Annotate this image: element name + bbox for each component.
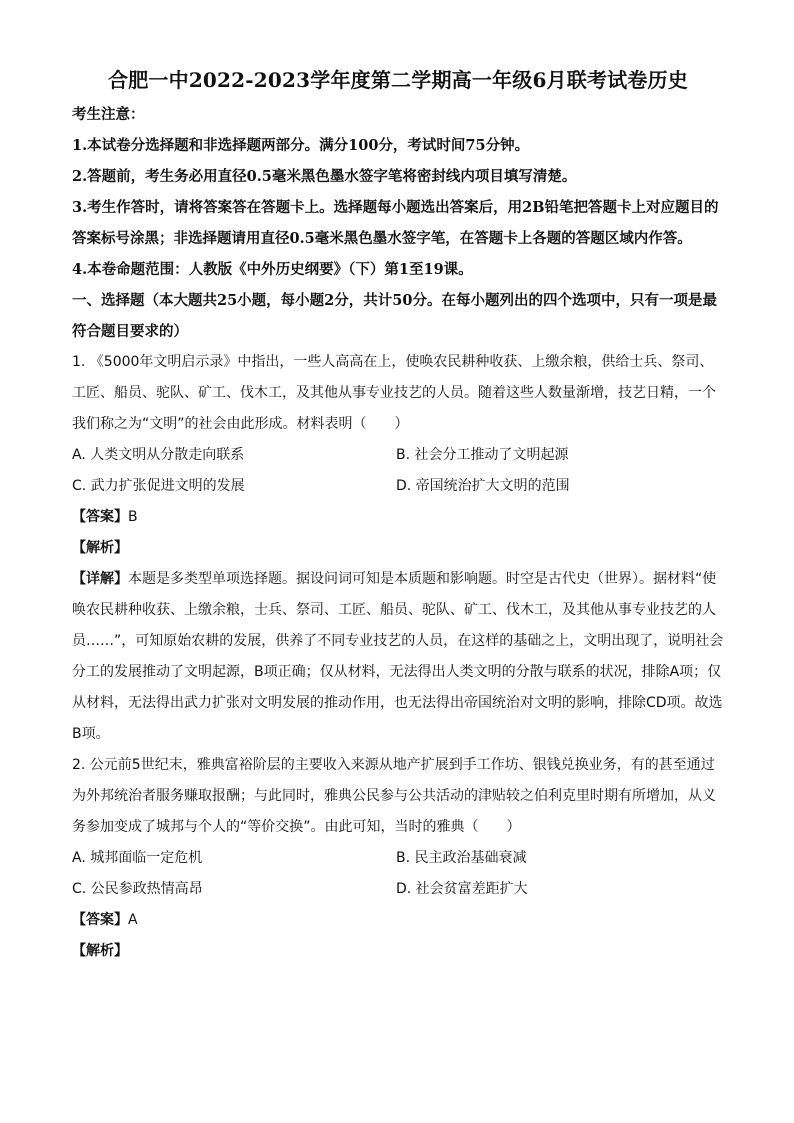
section-heading: 一、选择题（本大题共25小题，每小题2分，共计50分。在每小题列出的四个选项中，只有一项是最符合题目要求的） [72, 292, 717, 340]
question-1-answer [72, 502, 724, 533]
answer-tag: 【答案】 [72, 912, 128, 928]
question-1-option-c: C. 武力扩张促进文明的发展 [72, 478, 245, 494]
analysis-tag: 【解析】 [72, 943, 128, 959]
question-2-analysis [72, 936, 724, 967]
question-2-stem: 2. 公元前5世纪末，雅典富裕阶层的主要收入来源从地产扩展到手工作坊、银钱兑换业务，有的甚至通过为外邦统治者服务赚取报酬；与此同时，雅典公民参与公共活动的津贴较之伯利克里时期有所增加，从义务参加变成了城邦与个人的“等价交换”。由此可知，当时的雅典（ ） [72, 757, 716, 835]
question-1-stem: 1. 《5000年文明启示录》中指出，一些人高高在上，使唤农民耕种收获、上缴余粮，供给士兵、祭司、工匠、船员、驼队、矿工、伐木工，及其他从事专业技艺的人员。随着这些人数量渐增，技艺日精，一个我们称之为“文明”的社会由此形成。材料表明（ ） [72, 354, 716, 432]
question-2-option-c: C. 公民参政热情高昂 [72, 881, 203, 897]
question-2-option-b: B. 民主政治基础衰减 [396, 850, 527, 866]
notice-heading: 考生注意： [72, 106, 145, 123]
notice-item-2: 2.答题前，考生务必用直径0.5毫米黑色墨水签字笔将密封线内项目填写清楚。 [72, 168, 577, 185]
detail-text: 本题是多类型单项选择题。据设问词可知是本质题和影响题。时空是古代史（世界）。据材料“使唤农民耕种收获、上缴余粮，士兵、祭司、工匠、船员、驼队、矿工、伐木工，及其他从事专业技艺的人员……”，可知原始农耕的发展，供养了不同专业技艺的人员，在这样的基础之上，文明出现了，说明社会分工的发展推动了文明起源，B项正确；仅从材料，无法得出人类文明的分散与联系的状况，排除A项；仅从材料，无法得出武力扩张对文明发展的推动作用，也无法得出帝国统治对文明的影响，排除CD项。故选B项。 [72, 571, 724, 742]
answer-tag: 【答案】 [72, 509, 128, 525]
notice-item-4: 4.本卷命题范围：人教版《中外历史纲要》（下）第1至19课。 [72, 261, 473, 278]
answer-value: A [128, 912, 138, 928]
question-1-option-b: B. 社会分工推动了文明起源 [396, 447, 569, 463]
question-2-option-d: D. 社会贫富差距扩大 [396, 881, 528, 897]
exam-page [72, 64, 724, 967]
notice-item-3: 3.考生作答时，请将答案答在答题卡上。选择题每小题选出答案后，用2B铅笔把答题卡上对应题目的答案标号涂黑；非选择题请用直径0.5毫米黑色墨水签字笔，在答题卡上各题的答题区域内作答。 [72, 199, 719, 247]
detail-tag: 【详解】 [72, 571, 128, 587]
question-1-analysis [72, 533, 724, 564]
question-1-detail [72, 564, 724, 750]
question-2-options [72, 843, 724, 905]
question-2-option-a: A. 城邦面临一定危机 [72, 850, 203, 866]
question-1-options [72, 440, 724, 502]
answer-value: B [128, 509, 138, 525]
page-title: 合肥一中2022-2023学年度第二学期高一年级6月联考试卷历史 [108, 68, 688, 92]
analysis-tag: 【解析】 [72, 540, 128, 556]
notice-item-1: 1.本试卷分选择题和非选择题两部分。满分100分，考试时间75分钟。 [72, 137, 530, 154]
question-1-option-a: A. 人类文明从分散走向联系 [72, 447, 245, 463]
question-1-option-d: D. 帝国统治扩大文明的范围 [396, 478, 570, 494]
question-2-answer [72, 905, 724, 936]
